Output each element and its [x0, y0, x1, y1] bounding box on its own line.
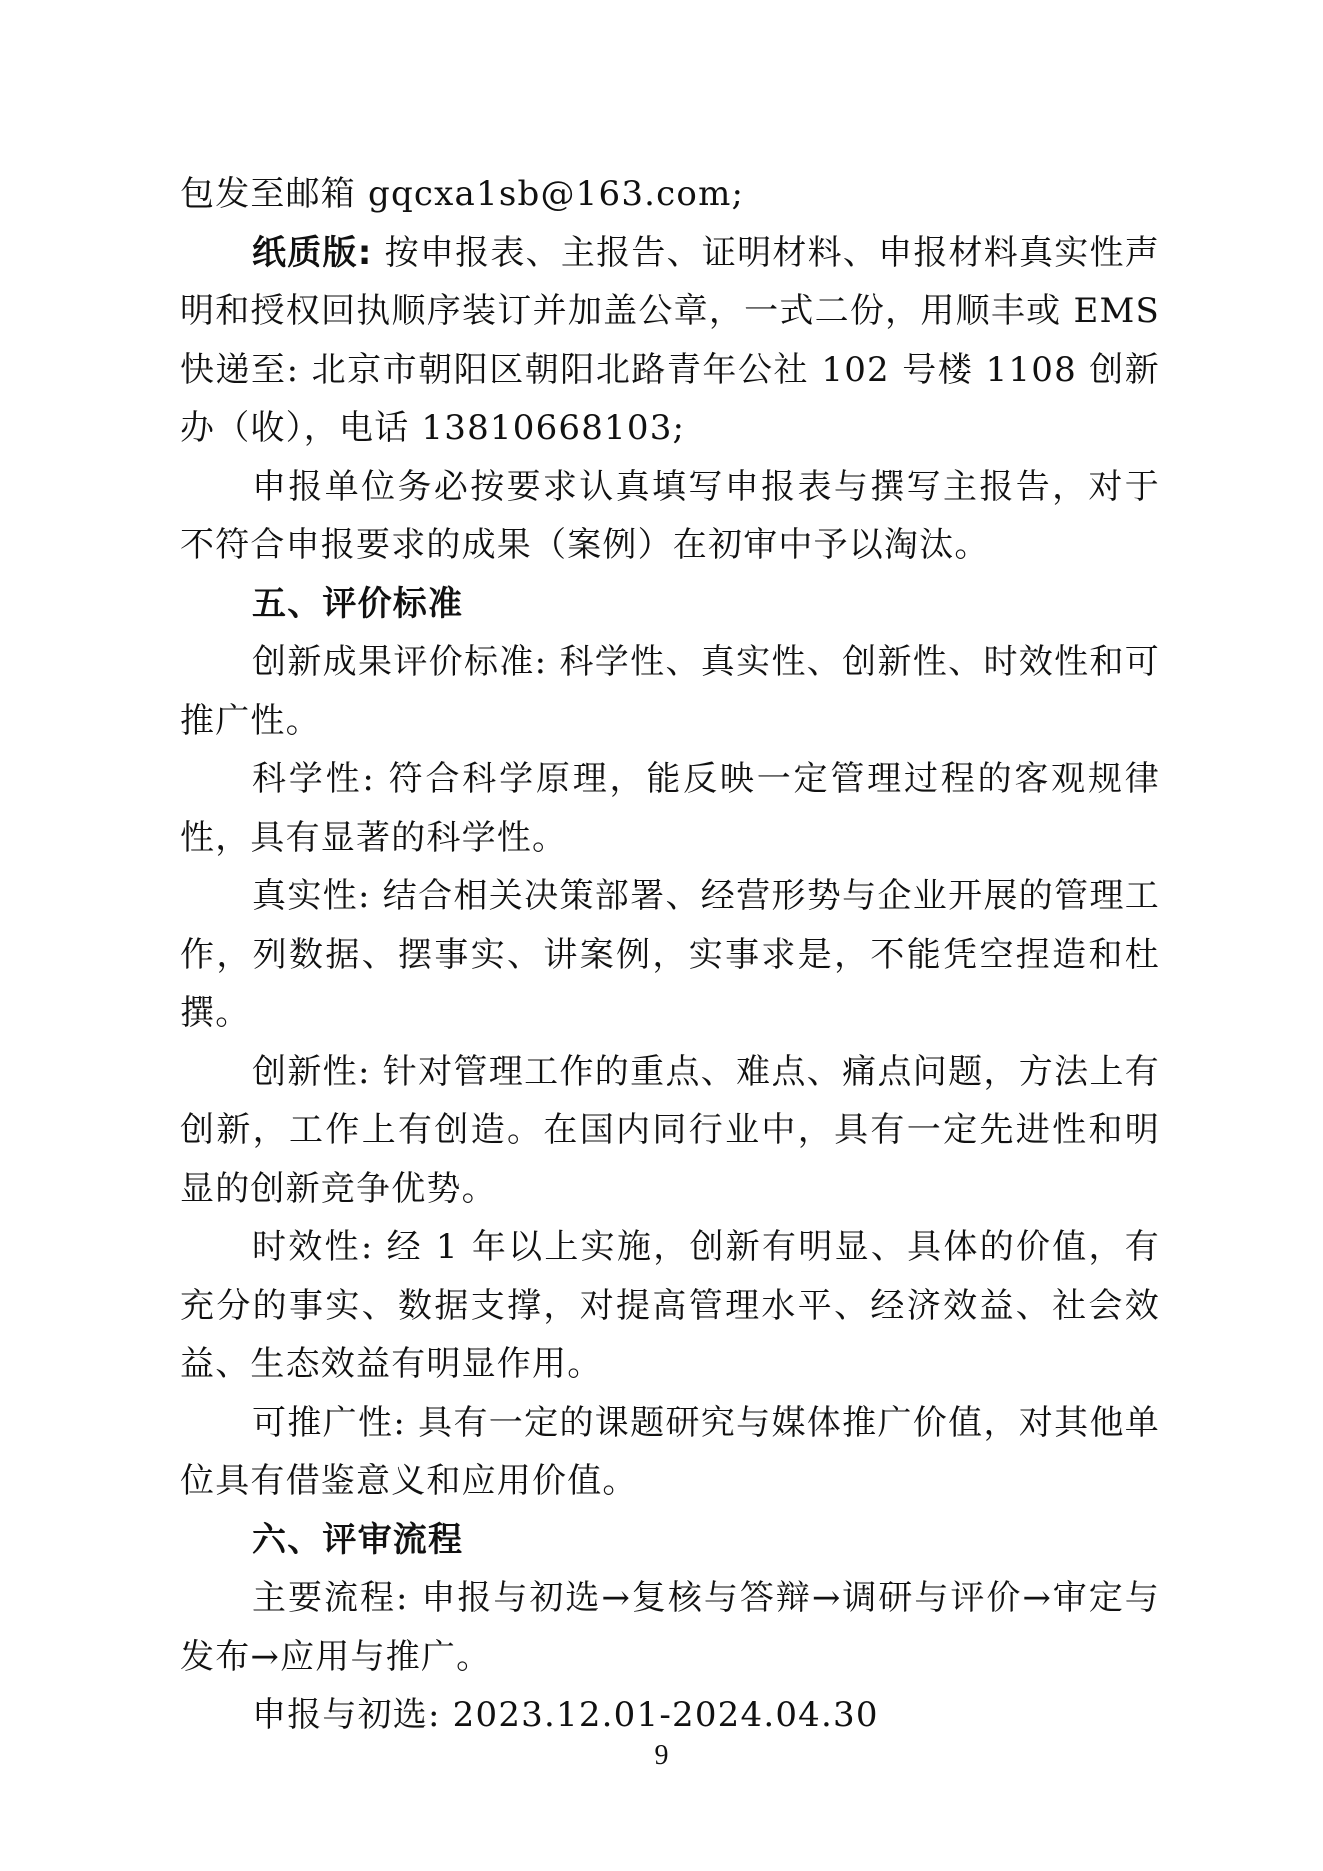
stage-1-paragraph: 申报与初选: 2023.12.01-2024.04.30 — [252, 1695, 879, 1735]
scientific-paragraph: 科学性: 符合科学原理，能反映一定管理过程的客观规律性，具有显著的科学性。 — [180, 759, 1160, 858]
promotion-paragraph: 可推广性: 具有一定的课题研究与媒体推广价值，对其他单位具有借鉴意义和应用价值。 — [180, 1402, 1160, 1501]
process-flow-paragraph: 主要流程: 申报与初选→复核与答辩→调研与评价→审定与发布→应用与推广。 — [180, 1578, 1160, 1677]
section-5-heading: 五、评价标准 — [252, 583, 464, 624]
innovation-paragraph: 创新性: 针对管理工作的重点、难点、痛点问题，方法上有创新，工作上有创造。在国内同行业中，具有一定先进性和明显的创新竞争优势。 — [180, 1051, 1160, 1209]
requirements-paragraph: 申报单位务必按要求认真填写申报表与撰写主报告，对于不符合申报要求的成果（案例）在初审中予以淘汰。 — [180, 466, 1160, 565]
section-6-heading: 六、评审流程 — [252, 1519, 464, 1560]
timeliness-paragraph: 时效性: 经 1 年以上实施，创新有明显、具体的价值，有充分的事实、数据支撑，对提高管理水平、经济效益、社会效益、生态效益有明显作用。 — [180, 1227, 1160, 1384]
criteria-intro-paragraph: 创新成果评价标准: 科学性、真实性、创新性、时效性和可推广性。 — [180, 642, 1160, 741]
page-content — [180, 165, 1160, 1745]
page-number: 9 — [654, 1740, 669, 1771]
paper-version-label: 纸质版: — [252, 232, 373, 273]
authenticity-paragraph: 真实性: 结合相关决策部署、经营形势与企业开展的管理工作，列数据、摆事实、讲案例，实事求是，不能凭空捏造和杜撰。 — [180, 876, 1160, 1033]
email-paragraph: 包发至邮箱 gqcxa1sb@163.com; — [180, 174, 745, 214]
paper-version-text: 按申报表、主报告、证明材料、申报材料真实性声明和授权回执顺序装订并加盖公章，一式二份，用顺丰或 EMS 快递至: 北京市朝阳区朝阳北路青年公社 102 号楼 1108 创新办（收），电话 13810668103; — [180, 232, 1160, 448]
paper-version-paragraph — [180, 224, 1160, 458]
